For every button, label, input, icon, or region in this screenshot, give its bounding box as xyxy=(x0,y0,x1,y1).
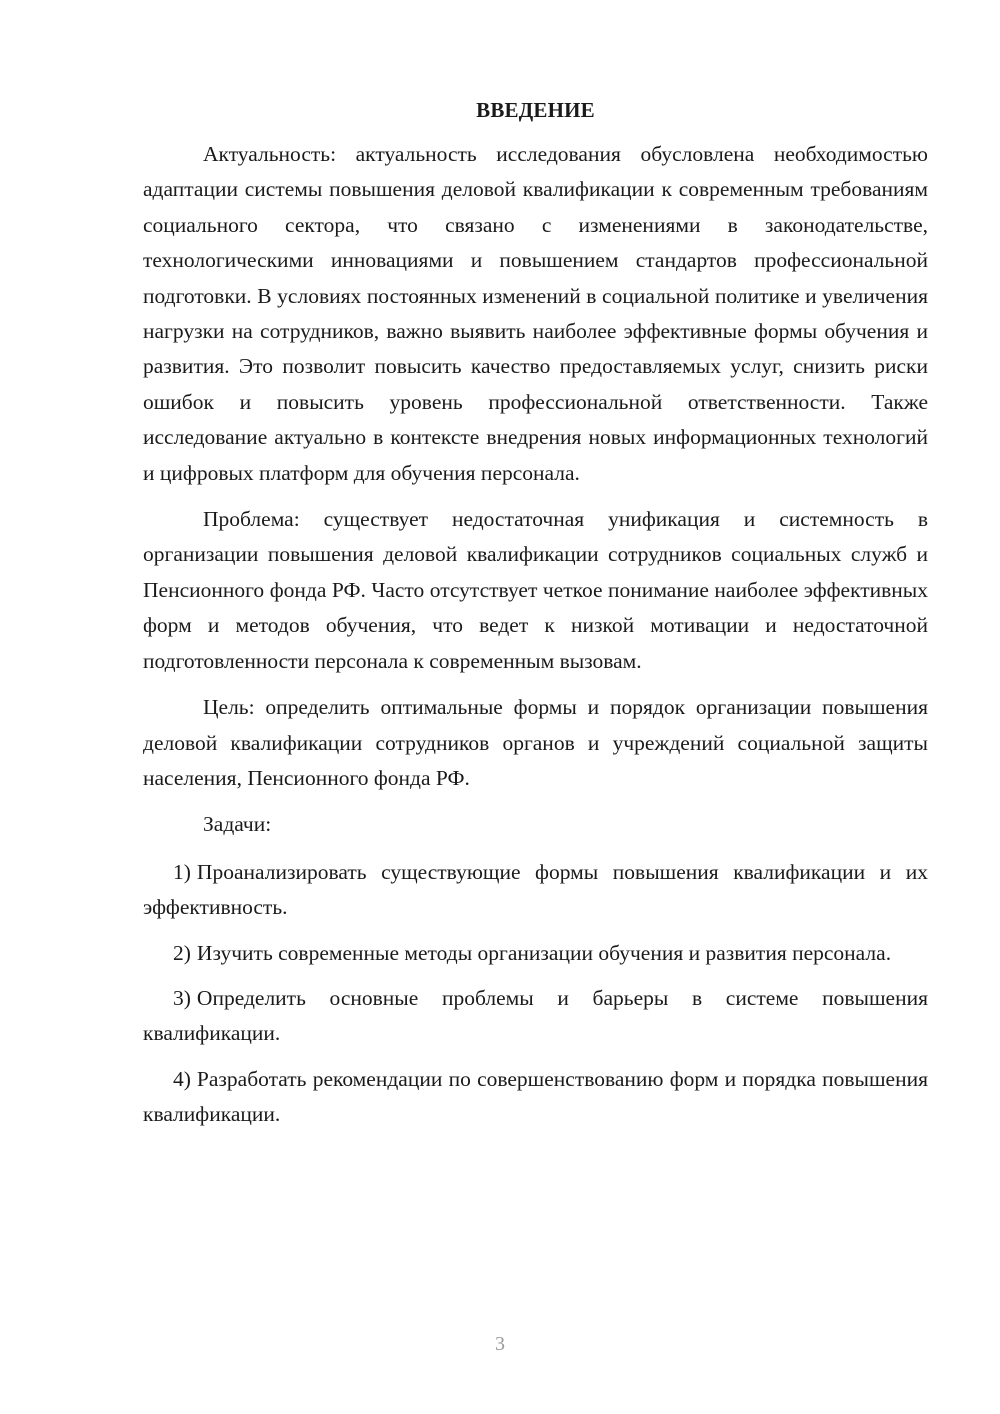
tasks-label: Задачи: xyxy=(203,812,272,837)
task-number: 2) xyxy=(173,940,191,965)
task-item xyxy=(143,936,928,971)
task-item xyxy=(143,1062,928,1133)
paragraph-relevance: Актуальность: актуальность исследования обусловлена необходимостью адаптации системы повышения деловой квалификации к современным требованиям социального сектора, что связано с изменениями в законодательстве, технологическими инновациями и повышением стандартов профессиональной подготовки. В условиях постоянных изменений в социальной политике и увеличения нагрузки на сотрудников, важно выявить наиболее эффективные формы обучения и развития. Это позволит повысить качество предоставляемых услуг, снизить риски ошибок и повысить уровень профессиональной ответственности. Также исследование актуально в контексте внедрения новых информационных технологий и цифровых платформ для обучения персонала. xyxy=(143,142,928,485)
paragraph-problem: Проблема: существует недостаточная унификация и системность в организации повышения деловой квалификации сотрудников социальных служб и Пенсионного фонда РФ. Часто отсутствует четкое понимание наиболее эффективных форм и методов обучения, что ведет к низкой мотивации и недостаточной подготовленности персонала к современным вызовам. xyxy=(143,507,928,673)
task-item xyxy=(143,981,928,1052)
document-page xyxy=(143,95,928,1143)
section-heading: ВВЕДЕНИЕ xyxy=(476,98,595,122)
task-number: 3) xyxy=(173,985,191,1010)
page-number: 3 xyxy=(495,1333,505,1355)
task-text: Проанализировать существующие формы повышения квалификации и их эффективность. xyxy=(143,859,928,920)
task-text: Разработать рекомендации по совершенствованию форм и порядка повышения квалификации. xyxy=(143,1066,928,1127)
task-item xyxy=(143,855,928,926)
task-text: Определить основные проблемы и барьеры в системе повышения квалификации. xyxy=(143,985,928,1046)
task-number: 4) xyxy=(173,1066,191,1091)
paragraph-goal: Цель: определить оптимальные формы и порядок организации повышения деловой квалификации сотрудников органов и учреждений социальной защиты населения, Пенсионного фонда РФ. xyxy=(143,695,928,790)
task-number: 1) xyxy=(173,859,191,884)
task-text: Изучить современные методы организации обучения и развития персонала. xyxy=(196,940,892,965)
